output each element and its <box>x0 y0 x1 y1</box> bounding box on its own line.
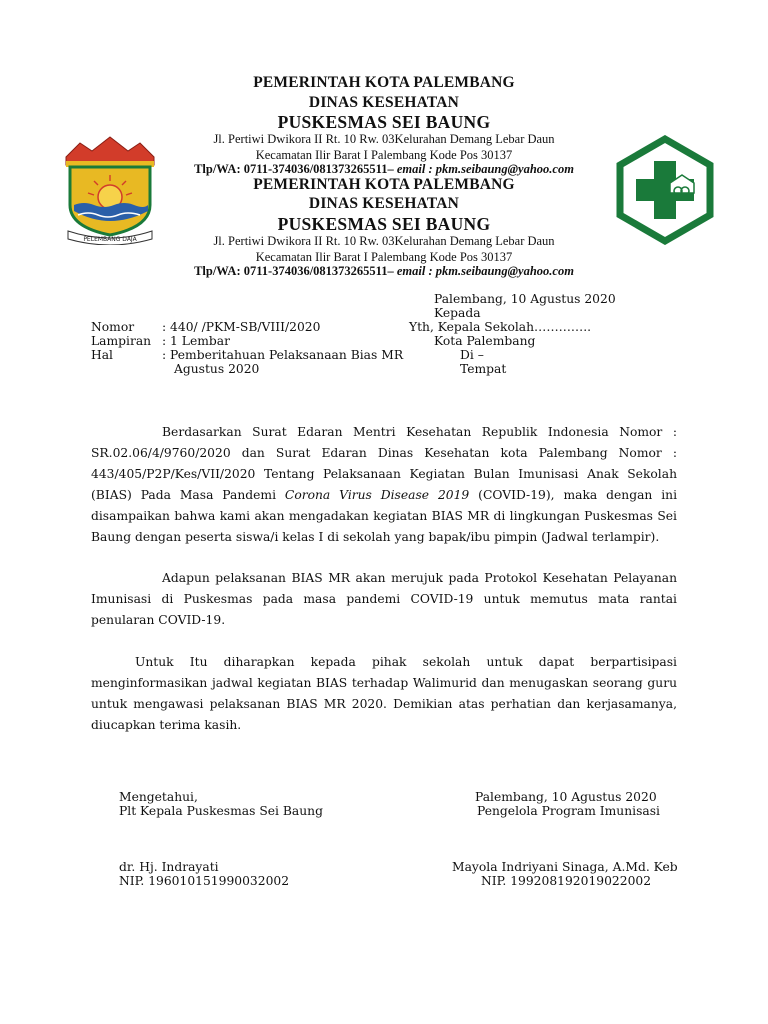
sig-right-nip: NIP. 199208192019022002 <box>481 874 652 888</box>
body-paragraph-2: Adapun pelaksanan BIAS MR akan merujuk pada Protokol Kesehatan Pelayanan Imunisasi di Puskesmas pada masa pandemi COVID-19 untuk memutus mata rantai penularan COVID-19. <box>91 571 677 627</box>
meta-value-hal: : Pemberitahuan Pelaksanaan Bias MR <box>162 348 404 362</box>
letterhead-gov: PEMERINTAH KOTA PALEMBANG <box>253 74 515 91</box>
body-paragraph-3: Untuk Itu diharapkan kepada pihak sekolah untuk dapat berpartisipasi menginformasikan jadwal kegiatan BIAS terhadap Walimurid dan menugaskan seorang guru untuk mengawasi pelaksanan BIAS MR 2020. Demikian atas perhatian dan kerjasamanya, diucapkan terima kasih. <box>91 655 677 732</box>
sig-right-line2: Pengelola Program Imunisasi <box>477 804 660 818</box>
letterhead-contact <box>0 162 768 177</box>
letterhead-contact <box>0 264 768 279</box>
meta-label-nomor: Nomor <box>91 320 135 334</box>
sig-right-name: Mayola Indriyani Sinaga, A.Md. Keb <box>452 860 678 874</box>
letterhead-dept: DINAS KESEHATAN <box>308 94 460 111</box>
letterhead-dept: DINAS KESEHATAN <box>308 195 460 212</box>
recipient-to: Kepada <box>434 306 481 320</box>
letterhead-email: email : pkm.seibaung@yahoo.com <box>396 264 574 278</box>
recipient-city: Kota Palembang <box>434 334 536 348</box>
letterhead-email: email : pkm.seibaung@yahoo.com <box>396 162 574 176</box>
letterhead-gov: PEMERINTAH KOTA PALEMBANG <box>253 176 515 193</box>
letterhead-address-2: Kecamatan Ilir Barat I Palembang Kode Pos 30137 <box>255 250 513 264</box>
sig-left-nip: NIP. 196010151990032002 <box>119 874 290 888</box>
body-paragraph-1: Berdasarkan Surat Edaran Mentri Kesehatan Republik Indonesia Nomor : SR.02.06/4/9760/2020 dan Surat Edaran Dinas Kesehatan kota Palembang Nomor : 443/405/P2P/Kes/VII/2020 Tentang Pelaksanaan Kegiatan Bulan Imunisasi Anak Sekolah (BIAS) Pada Masa Pandemi Corona Virus Disease 2019 (COVID-19), maka dengan ini disampaikan bahwa kami akan mengadakan kegiatan BIAS MR di lingkungan Puskesmas Sei Baung dengan peserta siswa/i kelas I di sekolah yang bapak/ibu pimpin (Jadwal terlampir). <box>91 425 678 544</box>
letterhead-office: PUSKESMAS SEI BAUNG <box>277 214 491 234</box>
recipient-yth: Yth, Kepala Sekolah………….. <box>409 320 592 334</box>
letterhead-address-2: Kecamatan Ilir Barat I Palembang Kode Pos 30137 <box>255 148 513 162</box>
sig-left-line2: Plt Kepala Puskesmas Sei Baung <box>119 804 323 818</box>
letter-date: Palembang, 10 Agustus 2020 <box>434 292 616 306</box>
letterhead-office: PUSKESMAS SEI BAUNG <box>277 112 491 132</box>
emblem-banner-text: PELEMBANG DAJA <box>83 236 137 243</box>
meta-subject-continued: Agustus 2020 <box>174 362 260 376</box>
letterhead-phone: Tlp/WA: 0711-374036/081373265511– <box>194 264 397 278</box>
recipient-place: Tempat <box>460 362 507 376</box>
meta-value-lampiran: : 1 Lembar <box>162 334 230 348</box>
sig-right-line1: Palembang, 10 Agustus 2020 <box>475 790 657 804</box>
meta-value-nomor: : 440/ /PKM-SB/VIII/2020 <box>162 320 321 334</box>
sig-left-line1: Mengetahui, <box>119 790 198 804</box>
recipient-di: Di – <box>460 348 484 362</box>
meta-label-hal: Hal <box>91 348 113 362</box>
letterhead-phone: Tlp/WA: 0711-374036/081373265511– <box>194 162 397 176</box>
letterhead-address-1: Jl. Pertiwi Dwikora II Rt. 10 Rw. 03Kelurahan Demang Lebar Daun <box>213 132 555 146</box>
letterhead-address-1: Jl. Pertiwi Dwikora II Rt. 10 Rw. 03Kelurahan Demang Lebar Daun <box>213 234 555 248</box>
meta-label-lampiran: Lampiran <box>91 334 152 348</box>
sig-left-name: dr. Hj. Indrayati <box>119 860 219 874</box>
